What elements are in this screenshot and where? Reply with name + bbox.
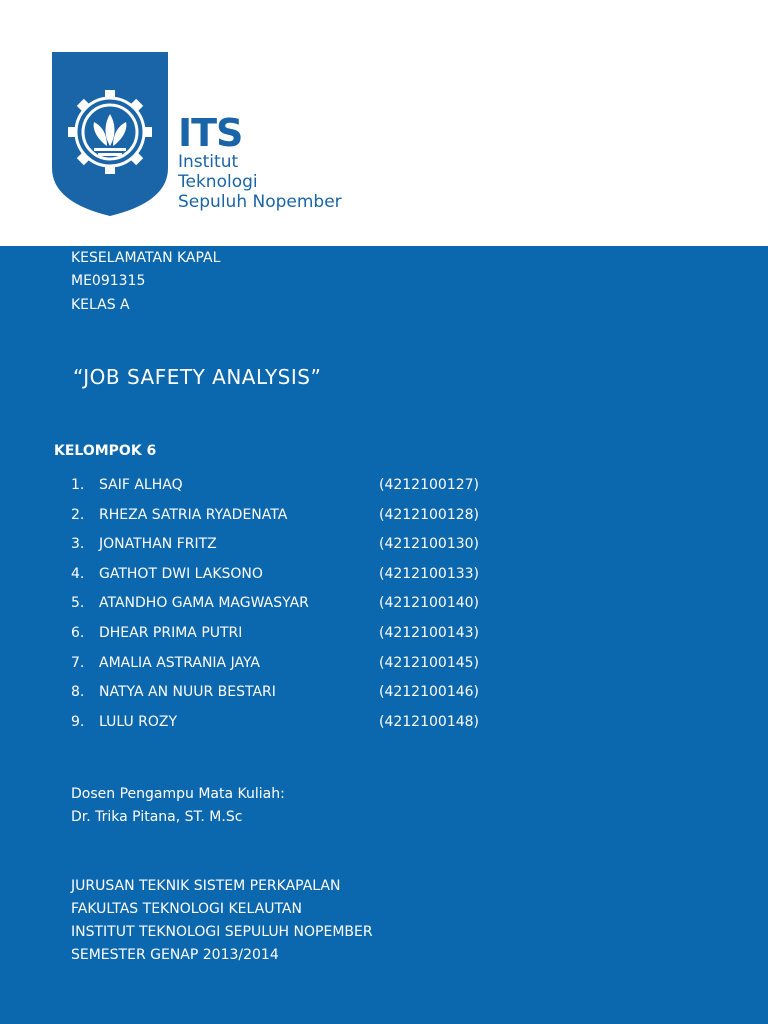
member-number: 1.	[71, 477, 85, 493]
member-name: JONATHAN FRITZ	[99, 536, 217, 553]
member-number: 4.	[71, 565, 85, 582]
member-name: LULU ROZY	[99, 713, 178, 730]
document-title: “JOB SAFETY ANALYSIS”	[73, 365, 322, 389]
course-class: KELAS A	[71, 297, 130, 313]
member-nrp: (4212100127)	[379, 477, 479, 493]
member-name: NATYA AN NUUR BESTARI	[99, 684, 276, 701]
cover-panel	[0, 246, 768, 1024]
member-nrp: (4212100146)	[379, 684, 479, 701]
member-name: DHEAR PRIMA PUTRI	[99, 625, 243, 641]
member-number: 2.	[71, 506, 85, 523]
member-number: 3.	[71, 536, 85, 553]
member-number: 9.	[71, 713, 85, 730]
member-number: 5.	[71, 595, 85, 612]
member-number: 8.	[71, 684, 85, 701]
member-nrp: (4212100145)	[379, 654, 479, 671]
its-emblem-icon	[52, 52, 168, 216]
header	[0, 0, 768, 246]
group-label: KELOMPOK 6	[54, 443, 157, 459]
course-name: KESELAMATAN KAPAL	[71, 250, 221, 266]
brand-line-sepuluh-nopember: Sepuluh Nopember	[178, 192, 342, 212]
member-nrp: (4212100140)	[379, 595, 479, 612]
brand-line-teknologi: Teknologi	[178, 172, 258, 192]
university-name: INSTITUT TEKNOLOGI SEPULUH NOPEMBER	[71, 924, 373, 940]
member-number: 6.	[71, 625, 85, 641]
member-name: RHEZA SATRIA RYADENATA	[99, 506, 288, 523]
lecturer-name: Dr. Trika Pitana, ST. M.Sc	[71, 809, 243, 825]
member-nrp: (4212100133)	[379, 565, 479, 582]
brand-line-institut: Institut	[178, 152, 239, 172]
member-name: AMALIA ASTRANIA JAYA	[99, 654, 260, 671]
member-nrp: (4212100148)	[379, 713, 479, 730]
member-nrp: (4212100130)	[379, 536, 479, 553]
department-name: JURUSAN TEKNIK SISTEM PERKAPALAN	[71, 878, 341, 894]
member-nrp: (4212100128)	[379, 506, 479, 523]
member-name: ATANDHO GAMA MAGWASYAR	[99, 595, 309, 612]
course-code: ME091315	[71, 273, 146, 289]
brand-acronym: ITS	[178, 111, 243, 155]
member-name: SAIF ALHAQ	[99, 477, 183, 493]
semester-label: SEMESTER GENAP 2013/2014	[71, 947, 279, 963]
member-nrp: (4212100143)	[379, 625, 479, 641]
member-number: 7.	[71, 654, 85, 671]
member-name: GATHOT DWI LAKSONO	[99, 565, 263, 582]
lecturer-label: Dosen Pengampu Mata Kuliah:	[71, 786, 285, 802]
faculty-name: FAKULTAS TEKNOLOGI KELAUTAN	[71, 901, 302, 917]
